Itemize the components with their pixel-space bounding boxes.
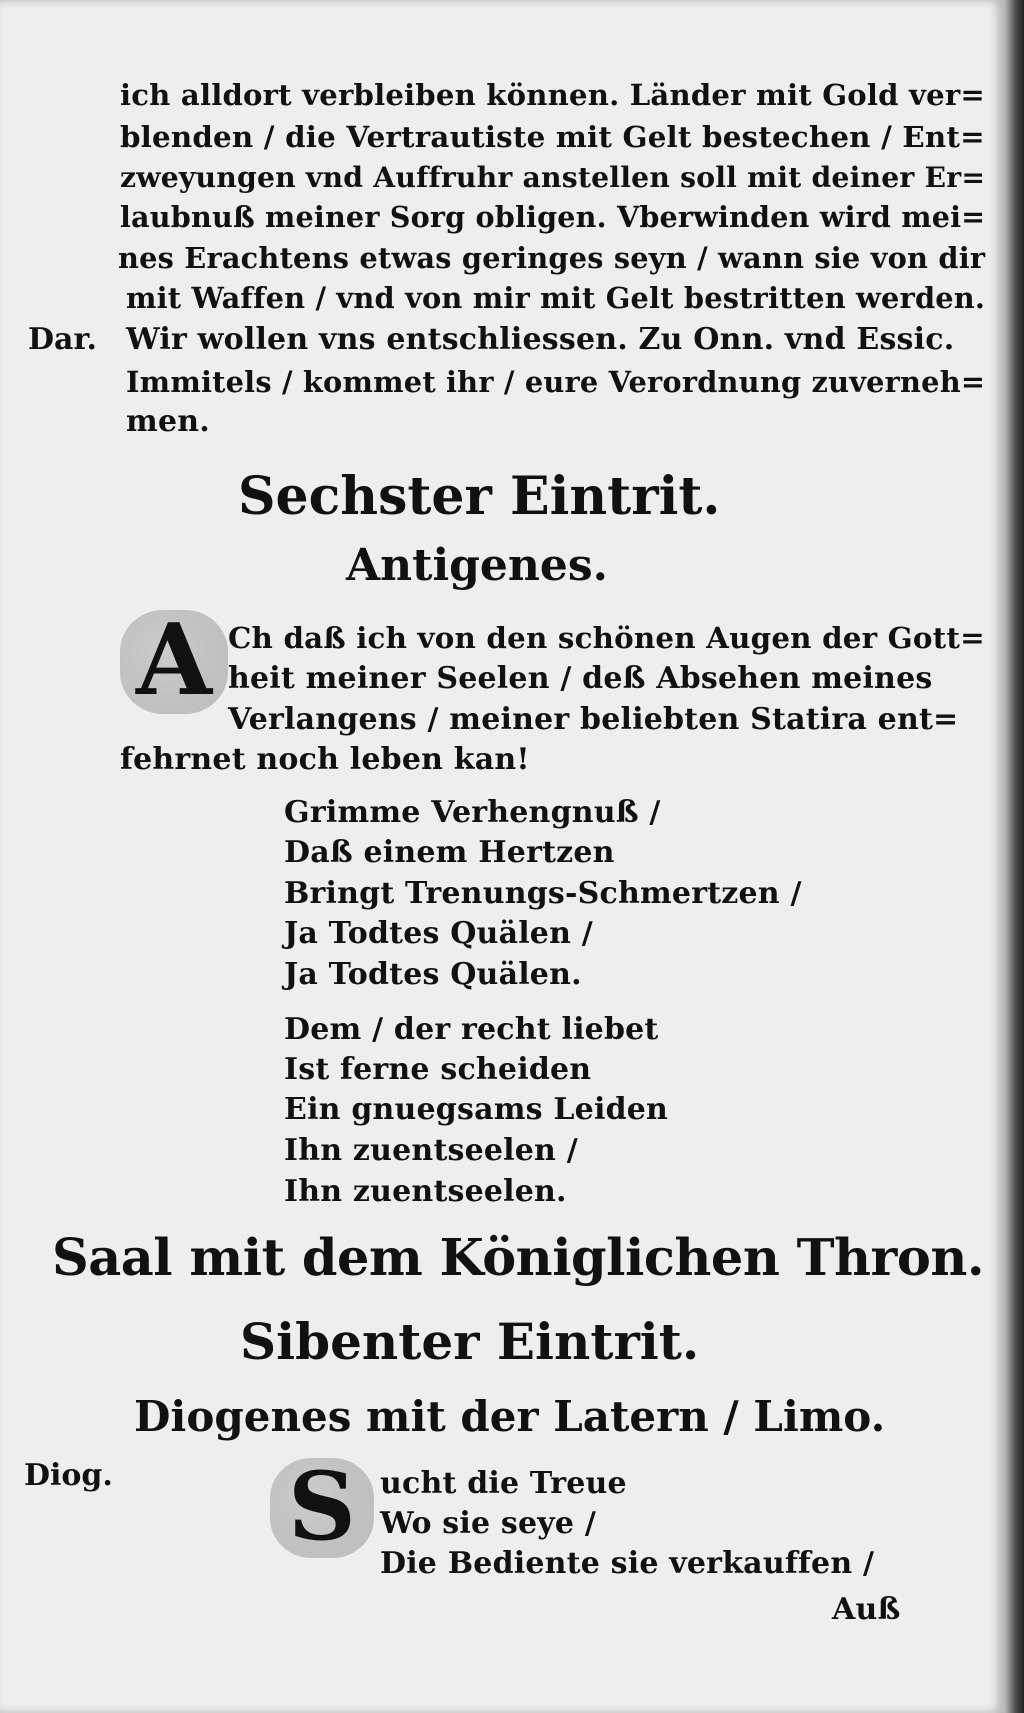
speaker-label: Dar. <box>28 322 97 357</box>
text-line: blenden / die Vertrautiste mit Gelt bestechen / Ent= <box>120 119 985 154</box>
speaker-label: Diog. <box>24 1458 113 1493</box>
verse-line: Ihn zuentseelen / <box>284 1133 578 1168</box>
catchword: Auß <box>832 1592 901 1627</box>
text-line: men. <box>126 404 210 439</box>
text-line: Verlangens / meiner beliebten Statira ent= <box>228 702 959 737</box>
verse-line: Bringt Trenungs-Schmertzen / <box>284 876 802 911</box>
text-line: Ch daß ich von den schönen Augen der Gott= <box>228 620 985 655</box>
dropcap-letter: A <box>135 603 213 718</box>
text-line: ucht die Treue <box>380 1466 627 1501</box>
text-line: ich alldort verbleiben können. Länder mit Gold ver= <box>120 78 986 112</box>
text-line: Die Bediente sie verkauffen / <box>380 1546 875 1581</box>
scene-heading: Sechster Eintrit. <box>238 466 721 527</box>
text-line: nes Erachtens etwas geringes seyn / wann sie von dir <box>118 241 986 275</box>
text-line: heit meiner Seelen / deß Absehen meines <box>228 661 933 696</box>
text-line: Wir wollen vns entschliessen. Zu Onn. vnd Essic. <box>126 322 955 357</box>
text-line: laubnuß meiner Sorg obligen. Vberwinden wird mei= <box>120 200 986 234</box>
text-line: fehrnet noch leben kan! <box>120 742 530 777</box>
page-edge <box>1004 0 1024 1713</box>
verse-line: Ihn zuentseelen. <box>284 1174 567 1209</box>
verse-line: Grimme Verhengnuß / <box>284 795 661 830</box>
scene-heading: Sibenter Eintrit. <box>240 1312 700 1371</box>
verse-line: Ein gnuegsams Leiden <box>284 1092 669 1127</box>
character-heading: Diogenes mit der Latern / Limo. <box>134 1392 886 1441</box>
text-line: zweyungen vnd Auffruhr anstellen soll mit deiner Er= <box>120 160 986 194</box>
verse-line: Ist ferne scheiden <box>284 1052 592 1087</box>
verse-line: Ja Todtes Quälen / <box>284 916 593 951</box>
text-line: Wo sie seye / <box>380 1506 597 1541</box>
verse-line: Ja Todtes Quälen. <box>284 957 582 992</box>
verse-line: Dem / der recht liebet <box>284 1012 659 1047</box>
text-line: Immitels / kommet ihr / eure Verordnung zuverneh= <box>126 365 986 399</box>
verse-line: Daß einem Hertzen <box>284 835 615 870</box>
setting-heading: Saal mit dem Königlichen Thron. <box>52 1228 985 1288</box>
dropcap-letter: S <box>288 1452 356 1562</box>
character-heading: Antigenes. <box>346 540 609 591</box>
text-line: mit Waffen / vnd von mir mit Gelt bestritten werden. <box>126 281 986 315</box>
